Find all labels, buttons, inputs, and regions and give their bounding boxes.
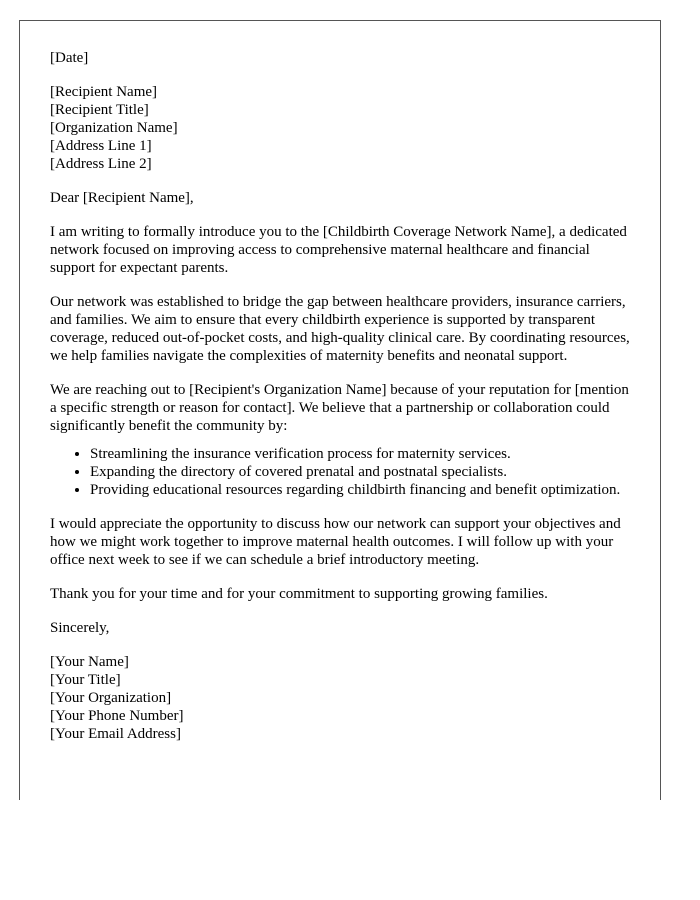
recipient-title: [Recipient Title] xyxy=(50,102,149,118)
paragraph-introduction: I am writing to formally introduce you to the [Childbirth Coverage Network Name], a dedicated network focused on improving access to comprehensive maternal healthcare and financial support for expectant parents. xyxy=(50,224,627,276)
sender-organization: [Your Organization] xyxy=(50,690,172,706)
benefit-list-item: • Streamlining the insurance verification process for maternity services. xyxy=(90,445,635,463)
recipient-organization: [Organization Name] xyxy=(50,120,178,136)
recipient-address-block xyxy=(50,83,635,173)
paragraph-thanks: Thank you for your time and for your commitment to supporting growing families. xyxy=(50,586,548,602)
sender-title: [Your Title] xyxy=(50,672,121,688)
signoff: Sincerely, xyxy=(50,620,110,636)
benefit-list xyxy=(50,445,635,499)
recipient-address-line-2: [Address Line 2] xyxy=(50,156,152,172)
benefit-list-item: • Providing educational resources regarding childbirth financing and benefit optimization. xyxy=(90,481,635,499)
paragraph-follow-up: I would appreciate the opportunity to discuss how our network can support your objectives and how we might work together to improve maternal health outcomes. I will follow up with your office next week to see if we can schedule a brief introductory meeting. xyxy=(50,516,621,568)
salutation: Dear [Recipient Name], xyxy=(50,190,194,206)
recipient-address-line-1: [Address Line 1] xyxy=(50,138,152,154)
paragraph-partnership: We are reaching out to [Recipient's Organization Name] because of your reputation for [mention a specific strength or reason for contact]. We believe that a partnership or collaboration could significantly benefit the community by: xyxy=(50,382,629,434)
letter-page xyxy=(19,20,661,800)
paragraph-network-mission: Our network was established to bridge the gap between healthcare providers, insurance carriers, and families. We aim to ensure that every childbirth experience is supported by transparent coverage, reduced out-of-pocket costs, and high-quality clinical care. By coordinating resources, we help families navigate the complexities of maternity benefits and neonatal support. xyxy=(50,294,630,364)
letter-body xyxy=(50,49,635,759)
benefit-list-item: • Expanding the directory of covered prenatal and postnatal specialists. xyxy=(90,463,635,481)
sender-name: [Your Name] xyxy=(50,654,129,670)
recipient-name: [Recipient Name] xyxy=(50,84,158,100)
signature-block xyxy=(50,653,635,743)
sender-email: [Your Email Address] xyxy=(50,726,181,742)
letter-date: [Date] xyxy=(50,50,89,66)
sender-phone: [Your Phone Number] xyxy=(50,708,184,724)
